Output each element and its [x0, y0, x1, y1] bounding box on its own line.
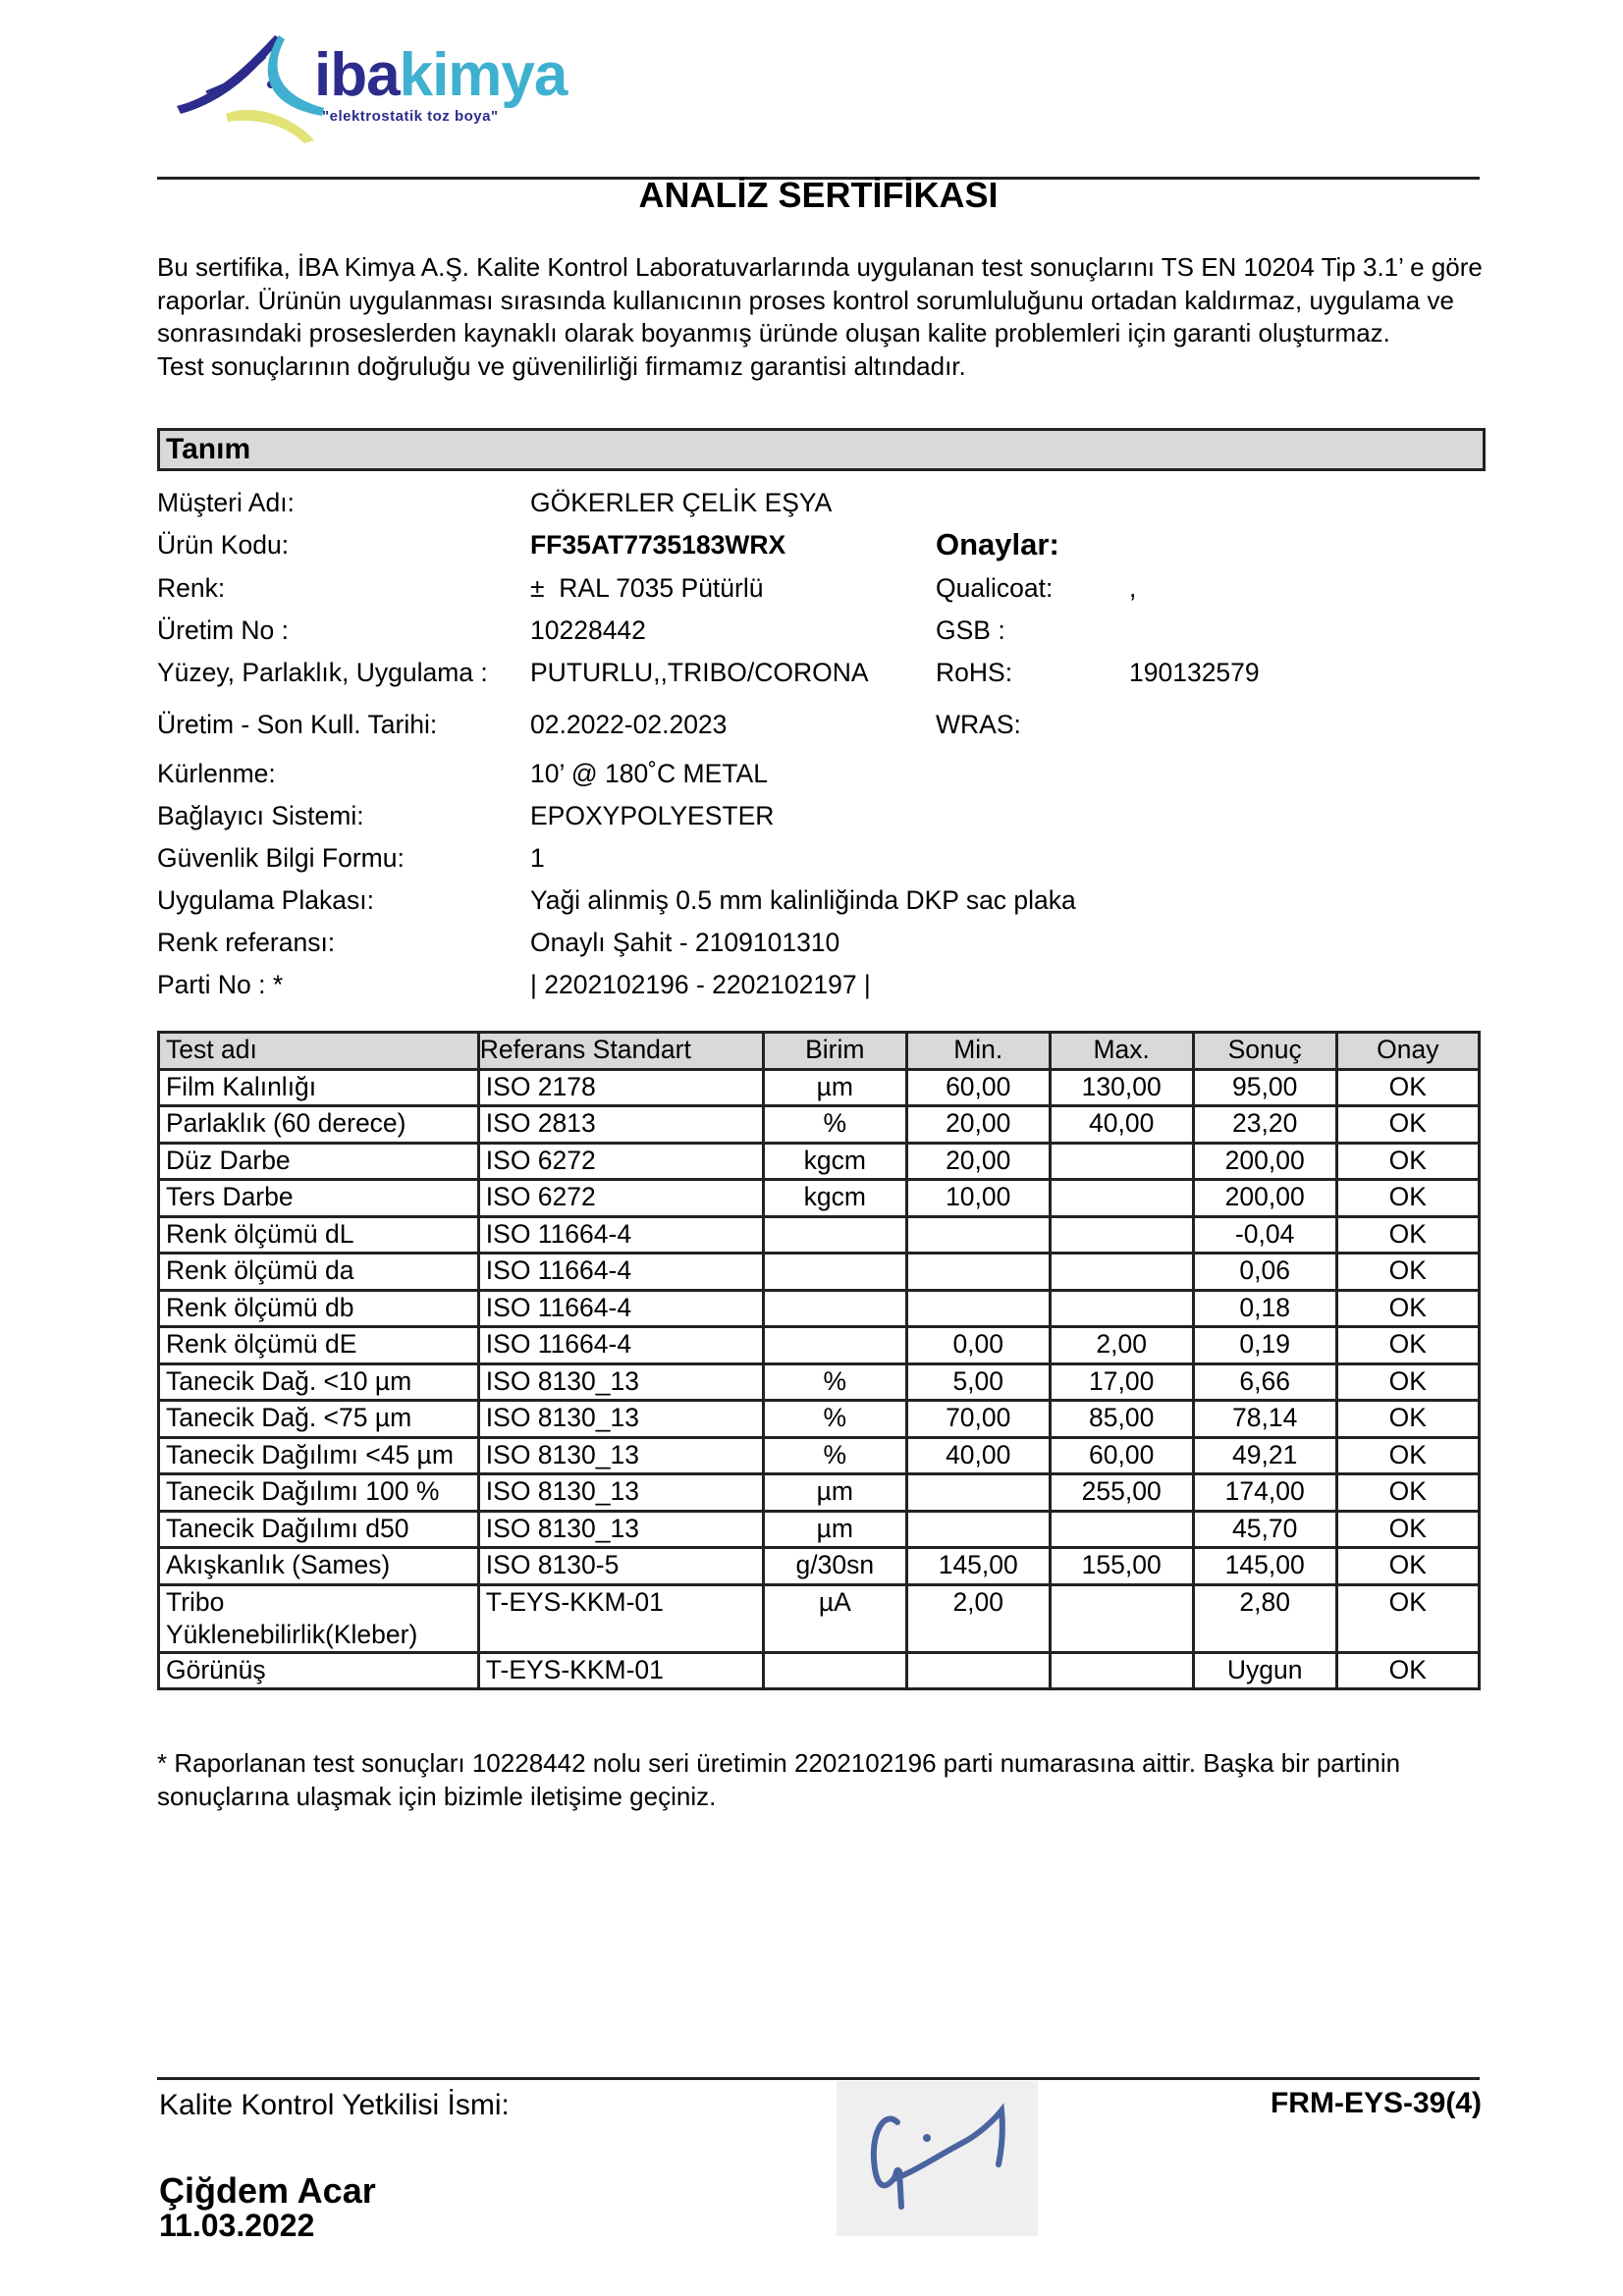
- cell-result: 0,18: [1193, 1290, 1336, 1327]
- rohs-value: 190132579: [1129, 658, 1260, 687]
- cell-min: 145,00: [906, 1548, 1050, 1585]
- sds-value: 1: [530, 843, 545, 873]
- binder-value: EPOXYPOLYESTER: [530, 801, 775, 830]
- cell-max: 40,00: [1050, 1106, 1193, 1144]
- cell-unit: [763, 1254, 906, 1291]
- binder-label: Bağlayıcı Sistemi:: [157, 801, 364, 830]
- cell-result: 174,00: [1193, 1474, 1336, 1512]
- cell-unit: µA: [763, 1584, 906, 1652]
- intro-text: [157, 251, 1492, 383]
- table-body: [159, 1069, 1480, 1689]
- color-ref-label: Renk referansı:: [157, 928, 336, 957]
- cell-reference-standard: ISO 6272: [478, 1180, 763, 1217]
- cell-max: [1050, 1254, 1193, 1291]
- customer-value: GÖKERLER ÇELİK EŞYA: [530, 488, 833, 517]
- cell-approval: OK: [1336, 1511, 1479, 1548]
- table-row: [159, 1327, 1480, 1364]
- signature-icon: [837, 2081, 1038, 2236]
- table-row: [159, 1584, 1480, 1652]
- test-results-table: [157, 1031, 1481, 1690]
- cell-unit: kgcm: [763, 1180, 906, 1217]
- section-header-tanim: Tanım: [157, 428, 1486, 471]
- col-header-test-name: Test adı: [159, 1033, 479, 1070]
- table-row: [159, 1069, 1480, 1106]
- cell-unit: %: [763, 1363, 906, 1401]
- table-row: [159, 1216, 1480, 1254]
- cell-min: [906, 1254, 1050, 1291]
- curing-value: 10’ @ 180˚C METAL: [530, 759, 768, 788]
- cell-reference-standard: ISO 11664-4: [478, 1290, 763, 1327]
- brand-tagline: "elektrostatik toz boya": [322, 108, 499, 125]
- surface-value: PUTURLU,,TRIBO/CORONA: [530, 658, 869, 687]
- cell-min: 70,00: [906, 1401, 1050, 1438]
- cell-min: 60,00: [906, 1069, 1050, 1106]
- cell-min: [906, 1511, 1050, 1548]
- cell-result: 49,21: [1193, 1437, 1336, 1474]
- table-row: [159, 1254, 1480, 1291]
- cell-test-name: Tanecik Dağılımı 100 %: [159, 1474, 479, 1512]
- color-label: Renk:: [157, 573, 226, 603]
- footnote: * Raporlanan test sonuçları 10228442 nolu seri üretimin 2202102196 parti numarasına aittir. Başka bir partinin sonuçlarına ulaşmak için bizimle iletişime geçiniz.: [157, 1748, 1401, 1811]
- col-header-unit: Birim: [763, 1033, 906, 1070]
- cell-approval: OK: [1336, 1290, 1479, 1327]
- table-row: [159, 1548, 1480, 1585]
- sds-label: Güvenlik Bilgi Formu:: [157, 843, 405, 873]
- cell-unit: [763, 1216, 906, 1254]
- cell-unit: [763, 1290, 906, 1327]
- cell-approval: OK: [1336, 1180, 1479, 1217]
- qualicoat-value: ,: [1129, 573, 1137, 603]
- table-header-row: [159, 1033, 1480, 1070]
- cell-result: 0,06: [1193, 1254, 1336, 1291]
- cell-unit: %: [763, 1401, 906, 1438]
- cell-min: [906, 1652, 1050, 1689]
- cell-test-name: Tanecik Dağ. <10 µm: [159, 1363, 479, 1401]
- cell-approval: OK: [1336, 1143, 1479, 1180]
- cell-approval: OK: [1336, 1474, 1479, 1512]
- cell-result: 45,70: [1193, 1511, 1336, 1548]
- batch-label: Parti No : *: [157, 970, 284, 999]
- col-header-max: Max.: [1050, 1033, 1193, 1070]
- cell-approval: OK: [1336, 1652, 1479, 1689]
- table-row: [159, 1106, 1480, 1144]
- table-row: [159, 1474, 1480, 1512]
- cell-test-name: Tanecik Dağılımı d50: [159, 1511, 479, 1548]
- production-no-value: 10228442: [530, 615, 646, 645]
- table-row: [159, 1290, 1480, 1327]
- cell-unit: µm: [763, 1069, 906, 1106]
- cell-approval: OK: [1336, 1216, 1479, 1254]
- cell-max: [1050, 1652, 1193, 1689]
- cell-test-name: Film Kalınlığı: [159, 1069, 479, 1106]
- disclaimer-paragraph: Bu sertifika, İBA Kimya A.Ş. Kalite Kontrol Laboratuvarlarında uygulanan test sonuçlarını TS EN 10204 Tip 3.1’ e göre raporlar. Ürünün uygulanması sırasında kullanıcının proses kontrol sorumluluğunu ortadan kaldırmaz, uygulama ve sonrasındaki proseslerden kaynaklı olarak boyanmış üründe oluşan kalite problemleri için garanti oluşturmaz.: [157, 252, 1483, 347]
- cell-result: 200,00: [1193, 1143, 1336, 1180]
- cell-test-name: Parlaklık (60 derece): [159, 1106, 479, 1144]
- cell-test-name: Görünüş: [159, 1652, 479, 1689]
- col-header-min: Min.: [906, 1033, 1050, 1070]
- cell-result: 95,00: [1193, 1069, 1336, 1106]
- wras-label: WRAS:: [936, 710, 1021, 739]
- cell-max: [1050, 1511, 1193, 1548]
- cell-test-name: Tanecik Dağılımı <45 µm: [159, 1437, 479, 1474]
- cell-unit: %: [763, 1106, 906, 1144]
- cell-result: 78,14: [1193, 1401, 1336, 1438]
- cell-reference-standard: T-EYS-KKM-01: [478, 1584, 763, 1652]
- table-row: [159, 1437, 1480, 1474]
- cell-max: 130,00: [1050, 1069, 1193, 1106]
- cell-test-name: Ters Darbe: [159, 1180, 479, 1217]
- cell-reference-standard: ISO 11664-4: [478, 1216, 763, 1254]
- gsb-label: GSB :: [936, 615, 1005, 645]
- footer-divider: [157, 2077, 1480, 2080]
- cell-test-name: Akışkanlık (Sames): [159, 1548, 479, 1585]
- cell-approval: OK: [1336, 1254, 1479, 1291]
- cell-min: 5,00: [906, 1363, 1050, 1401]
- cell-result: 2,80: [1193, 1584, 1336, 1652]
- col-header-approval: Onay: [1336, 1033, 1479, 1070]
- table-row: [159, 1180, 1480, 1217]
- cell-result: 200,00: [1193, 1180, 1336, 1217]
- cell-max: [1050, 1180, 1193, 1217]
- guarantee-statement: Test sonuçlarının doğruluğu ve güvenilirliği firmamız garantisi altındadır.: [157, 350, 966, 381]
- cell-reference-standard: ISO 11664-4: [478, 1254, 763, 1291]
- cell-reference-standard: ISO 8130-5: [478, 1548, 763, 1585]
- cell-unit: [763, 1327, 906, 1364]
- cell-approval: OK: [1336, 1401, 1479, 1438]
- cell-test-name: Renk ölçümü dL: [159, 1216, 479, 1254]
- cell-min: 10,00: [906, 1180, 1050, 1217]
- table-row: [159, 1401, 1480, 1438]
- cell-approval: OK: [1336, 1548, 1479, 1585]
- cell-unit: µm: [763, 1474, 906, 1512]
- cell-max: [1050, 1584, 1193, 1652]
- cell-result: -0,04: [1193, 1216, 1336, 1254]
- brand-wordmark: ibakimya: [314, 41, 568, 109]
- cell-reference-standard: ISO 2813: [478, 1106, 763, 1144]
- brush-stroke-icon: [167, 27, 324, 145]
- batch-value: | 2202102196 - 2202102197 |: [530, 970, 871, 999]
- cell-unit: kgcm: [763, 1143, 906, 1180]
- cell-unit: g/30sn: [763, 1548, 906, 1585]
- cell-result: Uygun: [1193, 1652, 1336, 1689]
- page-title: ANALİZ SERTİFİKASI: [638, 175, 999, 215]
- col-header-reference-standard: Referans Standart: [478, 1033, 763, 1070]
- cell-min: 0,00: [906, 1327, 1050, 1364]
- cell-approval: OK: [1336, 1584, 1479, 1652]
- cell-max: [1050, 1216, 1193, 1254]
- product-code-value: FF35AT7735183WRX: [530, 530, 786, 560]
- cell-result: 145,00: [1193, 1548, 1336, 1585]
- cell-approval: OK: [1336, 1327, 1479, 1364]
- cell-test-name: Renk ölçümü db: [159, 1290, 479, 1327]
- cell-result: 6,66: [1193, 1363, 1336, 1401]
- cell-min: [906, 1216, 1050, 1254]
- approvals-title: Onaylar:: [936, 527, 1059, 561]
- cell-reference-standard: ISO 8130_13: [478, 1437, 763, 1474]
- cell-min: 20,00: [906, 1106, 1050, 1144]
- cell-max: [1050, 1290, 1193, 1327]
- qc-officer-label: Kalite Kontrol Yetkilisi İsmi:: [159, 2089, 510, 2121]
- cell-max: 85,00: [1050, 1401, 1193, 1438]
- plate-label: Uygulama Plakası:: [157, 885, 374, 915]
- cell-approval: OK: [1336, 1106, 1479, 1144]
- cell-test-name: Düz Darbe: [159, 1143, 479, 1180]
- cell-test-name: Renk ölçümü da: [159, 1254, 479, 1291]
- cell-reference-standard: ISO 8130_13: [478, 1511, 763, 1548]
- cell-unit: µm: [763, 1511, 906, 1548]
- form-code: FRM-EYS-39(4): [1270, 2087, 1482, 2119]
- signer-name: Çiğdem Acar: [159, 2170, 376, 2211]
- cell-reference-standard: ISO 8130_13: [478, 1363, 763, 1401]
- cell-min: 2,00: [906, 1584, 1050, 1652]
- company-logo: [167, 27, 628, 145]
- cell-reference-standard: ISO 8130_13: [478, 1401, 763, 1438]
- cell-result: 23,20: [1193, 1106, 1336, 1144]
- production-no-label: Üretim No :: [157, 615, 289, 645]
- rohs-label: RoHS:: [936, 658, 1013, 687]
- cell-max: 255,00: [1050, 1474, 1193, 1512]
- cell-reference-standard: ISO 2178: [478, 1069, 763, 1106]
- cell-reference-standard: ISO 8130_13: [478, 1474, 763, 1512]
- cell-max: [1050, 1143, 1193, 1180]
- cell-min: [906, 1290, 1050, 1327]
- qualicoat-label: Qualicoat:: [936, 573, 1054, 603]
- cell-test-name: Renk ölçümü dE: [159, 1327, 479, 1364]
- table-row: [159, 1363, 1480, 1401]
- customer-label: Müşteri Adı:: [157, 488, 295, 517]
- cell-test-name: Tribo Yüklenebilirlik(Kleber): [159, 1584, 479, 1652]
- cell-min: 40,00: [906, 1437, 1050, 1474]
- plate-value: Yaği alinmiş 0.5 mm kalinliğinda DKP sac plaka: [530, 885, 1076, 915]
- cell-approval: OK: [1336, 1069, 1479, 1106]
- color-ref-value: Onaylı Şahit - 2109101310: [530, 928, 840, 957]
- signature-image: [837, 2081, 1038, 2236]
- cell-unit: %: [763, 1437, 906, 1474]
- cell-approval: OK: [1336, 1363, 1479, 1401]
- cell-min: 20,00: [906, 1143, 1050, 1180]
- table-row: [159, 1652, 1480, 1689]
- curing-label: Kürlenme:: [157, 759, 276, 788]
- cell-min: [906, 1474, 1050, 1512]
- product-code-label: Ürün Kodu:: [157, 530, 290, 560]
- cell-max: 155,00: [1050, 1548, 1193, 1585]
- cell-reference-standard: ISO 6272: [478, 1143, 763, 1180]
- table-row: [159, 1511, 1480, 1548]
- cell-approval: OK: [1336, 1437, 1479, 1474]
- cell-unit: [763, 1652, 906, 1689]
- col-header-result: Sonuç: [1193, 1033, 1336, 1070]
- cell-reference-standard: ISO 11664-4: [478, 1327, 763, 1364]
- dates-value: 02.2022-02.2023: [530, 710, 728, 739]
- cell-result: 0,19: [1193, 1327, 1336, 1364]
- cell-max: 2,00: [1050, 1327, 1193, 1364]
- cell-reference-standard: T-EYS-KKM-01: [478, 1652, 763, 1689]
- cell-max: 17,00: [1050, 1363, 1193, 1401]
- signature-date: 11.03.2022: [159, 2208, 315, 2243]
- cell-test-name: Tanecik Dağ. <75 µm: [159, 1401, 479, 1438]
- surface-label: Yüzey, Parlaklık, Uygulama :: [157, 658, 488, 687]
- cell-max: 60,00: [1050, 1437, 1193, 1474]
- table-row: [159, 1143, 1480, 1180]
- dates-label: Üretim - Son Kull. Tarihi:: [157, 710, 438, 739]
- color-value: ± RAL 7035 Pütürlü: [530, 573, 764, 603]
